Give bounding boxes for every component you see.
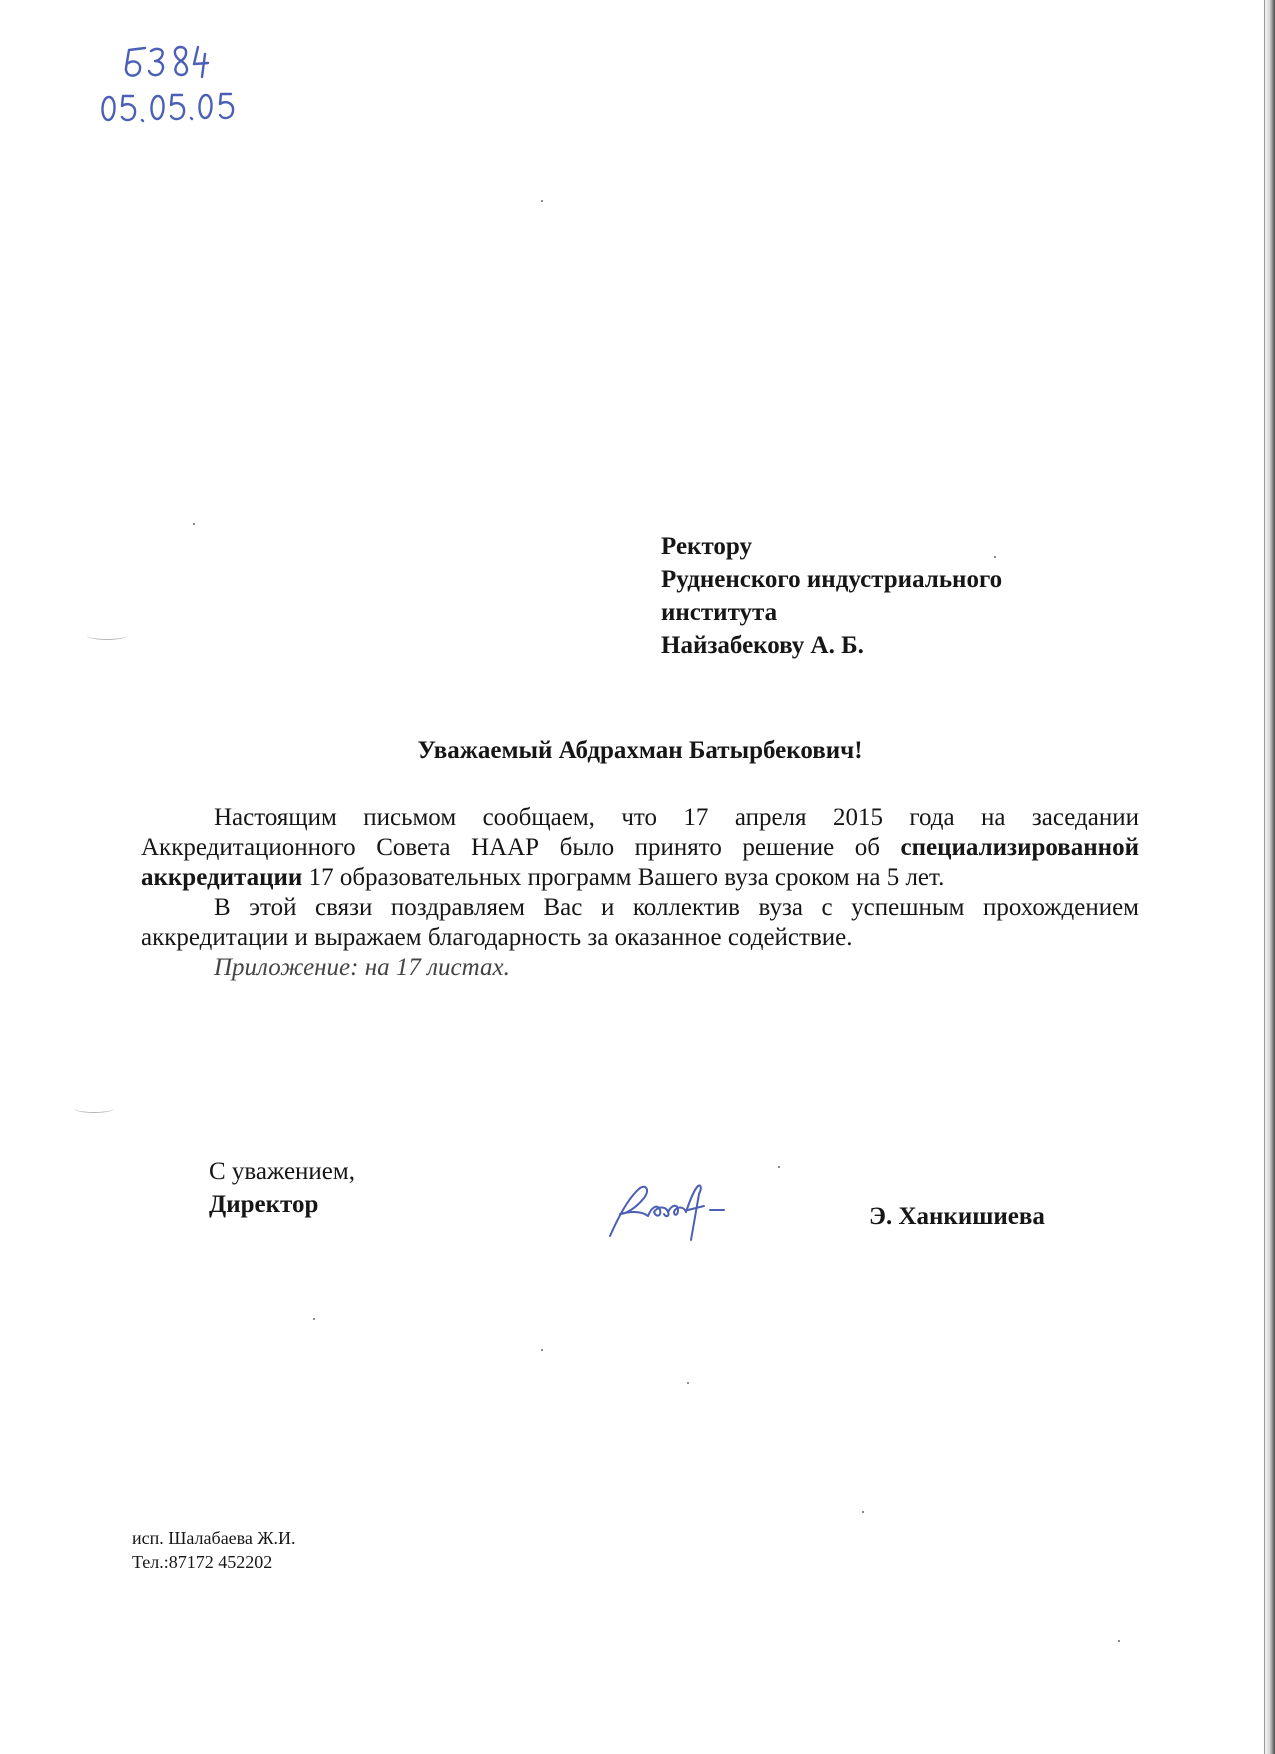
addressee-organization: Рудненского индустриального [661, 566, 1003, 593]
addressee-position: Ректору [661, 533, 752, 560]
attachment-note: Приложение: на 17 листах. [214, 954, 510, 981]
scan-edge-line [1264, 0, 1265, 1754]
signer-title: Директор [209, 1191, 319, 1218]
paragraph-1-text-start: Настоящим письмом сообщаем, что 17 апреля 2015 года на заседании Аккредитационного Совета НААР было принято решение об [141, 804, 1139, 861]
letter-body [141, 803, 1139, 983]
body-paragraph-1 [141, 803, 1139, 893]
addressee-block [661, 530, 1002, 662]
body-paragraph-2: В этой связи поздравляем Вас и коллектив вуза с успешным прохождением аккредитации и выражаем благодарность за оказанное содействие. [141, 894, 1139, 951]
addressee-organization-cont: института [661, 599, 778, 626]
closing-regards: С уважением, [209, 1158, 355, 1185]
scan-speck [313, 1318, 315, 1320]
paragraph-1-emphasis: специализированной аккредитации [141, 834, 1139, 891]
salutation: Уважаемый Абдрахман Батырбекович! [417, 737, 863, 764]
scan-speck [862, 1511, 864, 1513]
closing-block [209, 1155, 355, 1221]
executor-phone: Тел.:87172 452202 [132, 1552, 273, 1572]
addressee-name: Найзабекову А. Б. [661, 632, 864, 659]
registration-note [95, 34, 255, 144]
executor-name: исп. Шалабаева Ж.И. [132, 1528, 296, 1548]
scan-speck [541, 1349, 543, 1351]
handwritten-signature [606, 1176, 756, 1246]
scan-hole-mark [74, 1104, 114, 1113]
contact-block [132, 1526, 296, 1574]
paragraph-1-text-end: 17 образовательных программ Вашего вуза сроком на 5 лет. [302, 864, 945, 891]
scan-speck [541, 200, 543, 202]
registration-handwriting [95, 34, 255, 144]
scan-speck [778, 1166, 780, 1168]
signer-name: Э. Ханкишиева [869, 1203, 1045, 1230]
scan-speck [687, 1382, 689, 1384]
scan-speck [193, 523, 195, 525]
scan-hole-mark [87, 631, 127, 640]
signature-stroke [606, 1176, 756, 1246]
scan-speck [1118, 1640, 1120, 1642]
